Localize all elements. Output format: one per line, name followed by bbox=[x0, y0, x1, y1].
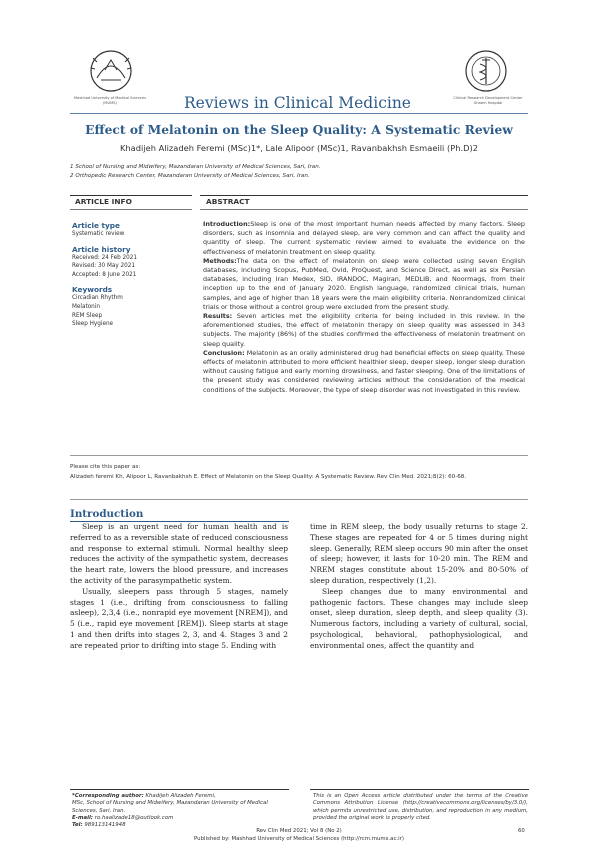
tel-label: Tel: bbox=[72, 822, 83, 829]
introduction-heading: Introduction bbox=[70, 508, 144, 520]
paragraph: Sleep changes due to many environmental and pathogenic factors. These changes may include sleep onset, sleep duration, sleep depth, and sleep quality (3). Numerous factors, including a variety of cultural, social, psychological, behavioral, pathophysiological, and environmental ones, affect the quantity and bbox=[310, 586, 528, 650]
body-column-right bbox=[310, 522, 528, 652]
keyword: Circadian Rhythm bbox=[72, 295, 123, 302]
body-column-left bbox=[70, 522, 288, 652]
citation-block bbox=[70, 463, 528, 482]
received-date: Received: 24 Feb 2021 bbox=[72, 254, 137, 261]
journal-reference: Rev Clin Med 2021; Vol 8 (No 2) bbox=[256, 828, 342, 834]
citation-rule bbox=[70, 499, 528, 500]
abstract-bottom-rule bbox=[200, 209, 528, 210]
corresponding-author-note bbox=[72, 793, 287, 829]
info-bottom-rule bbox=[70, 209, 192, 210]
right-institution-name: Clinical Research Development Center Ghaem Hospital bbox=[453, 96, 523, 105]
affiliation-2: 2 Orthopedic Research Center, Mazandaran University of Medical Sciences, Sari, Iran. bbox=[70, 173, 310, 179]
abstract-top-rule bbox=[200, 195, 528, 196]
publisher-line: Published by: Mashhad University of Medical Sciences (http://rcm.mums.ac.ir) bbox=[194, 836, 404, 842]
paragraph: time in REM sleep, the body usually returns to stage 2. These stages are repeated for 4 or 5 times during night sleep. Generally, REM sleep occurs 90 min after the onset of sleep; however, it lasts for 10-20 min. The REM and NREM stages constitute about 15-20% and 80-50% of sleep duration, respectively (1,2). bbox=[310, 522, 528, 585]
revised-date: Revised: 30 May 2021 bbox=[72, 263, 136, 270]
info-top-rule bbox=[70, 195, 192, 196]
footnote-rule-right bbox=[310, 789, 529, 790]
paragraph: Usually, sleepers pass through 5 stages, namely stages 1 (i.e., drifting from consciousness to falling asleep), 2,3,4 (i.e., nonrapid eye movement [NREM]), and 5 (i.e., rapid eye movement [REM]). Sleep starts at stage 1 and then drifts into stages 2, 3, and 4. Stages 3 and 2 are repeated prior to drifting into stage 5. Ending with bbox=[70, 586, 288, 650]
paragraph: Sleep is an urgent need for human health and is referred to as a reversible state of reduced consciousness and response to external stimuli. Normal healthy sleep reduces the activity of the sympathetic system, decreases the heart rate, lowers the blood pressure, and increases the activity of the parasympathetic system. bbox=[70, 522, 288, 585]
abstract-intro-label: Introduction: bbox=[203, 220, 251, 228]
article-info-heading: ARTICLE INFO bbox=[75, 197, 132, 206]
abstract-conclusion-label: Conclusion: bbox=[203, 348, 245, 357]
abstract-conclusion-text: Melatonin as an orally administered drug had beneficial effects on sleep quality. These effects of melatonin attributed to more efficient healthier sleep, deeper sleep, longer sleep duration without causing fatigue and early morning drowsiness, and faster sleeping. One of the limitations of the present study was considered reviewing articles without the consideration of the medical conditions of the subjects. Moreover, the type of sleep disorder was not investigated in this review. bbox=[203, 348, 525, 394]
left-logo bbox=[83, 48, 139, 94]
abstract-heading: ABSTRACT bbox=[206, 197, 250, 206]
page-number: 60 bbox=[518, 828, 525, 834]
article-info-panel bbox=[72, 221, 192, 329]
right-logo bbox=[458, 48, 514, 94]
article-title: Effect of Melatonin on the Sleep Quality: A Systematic Review bbox=[85, 122, 513, 137]
article-authors: Khadijeh Alizadeh Feremi (MSc)1*, Lale Alipoor (MSc)1, Ravanbakhsh Esmaeili (Ph.D)2 bbox=[119, 143, 479, 153]
left-institution-name: Mashhad University of Medical Sciences (MUMS) bbox=[74, 96, 146, 105]
email-label: E-mail: bbox=[72, 814, 94, 821]
abstract-results-text: Seven articles met the eligibility criteria for being included in this review. In the aforementioned studies, the effect of melatonin therapy on sleep quality was assessed in 343 subjects. The majority (86%) of the studies confirmed the effectiveness of melatonin treatment on sleep quality. bbox=[203, 312, 525, 348]
keywords-heading: Keywords bbox=[72, 285, 113, 295]
citation-label: Please cite this paper as: bbox=[70, 464, 141, 470]
email-address[interactable]: ro.haalizade18@outlook.com bbox=[94, 814, 174, 821]
corresponding-name: Khadijeh Alizadeh Feremi, bbox=[145, 793, 216, 799]
article-type-heading: Article type bbox=[72, 221, 120, 230]
abstract-methods-text: The data on the effect of melatonin on sleep were collected using seven English databases, including Scopus, PubMed, Ovid, ProQuest, and Science Direct, as well as six Persian databases, including Iran Medex, SID, IRANDOC, Magiran, MEDLIB, and Noormags, from their inception up to the end of January 2020. English language, randomized clinical trials, human samples, and age of higher than 18 years were the main eligibility criteria. Nonrandomized clinical trials or those without a control group were excluded from the present study. bbox=[203, 256, 525, 311]
footnote-rule-left bbox=[70, 789, 289, 790]
article-history-heading: Article history bbox=[72, 244, 131, 254]
keyword: Melatonin bbox=[72, 303, 100, 310]
citation-text: Alizadeh feremi Kh, Alipoor L, Ravanbakhsh E. Effect of Melatonin on the Sleep Quality: A Systematic Review. Rev Clin Med. 2021;8(2): 60-68. bbox=[70, 474, 467, 481]
corresponding-label: *Corresponding author: bbox=[72, 793, 144, 799]
abstract-body bbox=[203, 220, 525, 395]
telephone-number: 989113141948 bbox=[84, 822, 126, 829]
affiliation-1: 1 School of Nursing and Midwifery, Mazandaran University of Medical Sciences, Sari, Iran. bbox=[70, 164, 321, 170]
journal-name: Reviews in Clinical Medicine bbox=[184, 94, 411, 112]
accepted-date: Accepted: 8 June 2021 bbox=[72, 271, 137, 278]
abstract-results-label: Results: bbox=[203, 312, 233, 321]
keyword: Sleep Hygiene bbox=[72, 321, 114, 328]
keyword: REM Sleep bbox=[72, 312, 103, 319]
abstract-end-rule bbox=[70, 455, 528, 456]
corresponding-affiliation: MSc, School of Nursing and Midwifery, Mazandaran University of Medical Sciences, Sari, Iran. bbox=[72, 800, 268, 814]
abstract-methods-label: Methods: bbox=[203, 256, 237, 265]
abstract-intro-text: Sleep is one of the most important human needs affected by many factors. Sleep disorders, such as insomnia and delayed sleep, are very common and can affect the quality and quantity of sleep. The current systematic review aimed to evaluate the evidence on the effectiveness of melatonin treatment on sleep quality. bbox=[203, 220, 525, 256]
license-note: This is an Open Access article distributed under the terms of the Creative Commons Attribution License (http://creativecommons.org/licenses/by/3.0/), which permits unrestricted use, distribution, and reproduction in any medium, provided the original work is properly cited. bbox=[313, 793, 528, 821]
article-type-value: Systematic review bbox=[72, 231, 125, 237]
header-rule bbox=[70, 113, 528, 114]
